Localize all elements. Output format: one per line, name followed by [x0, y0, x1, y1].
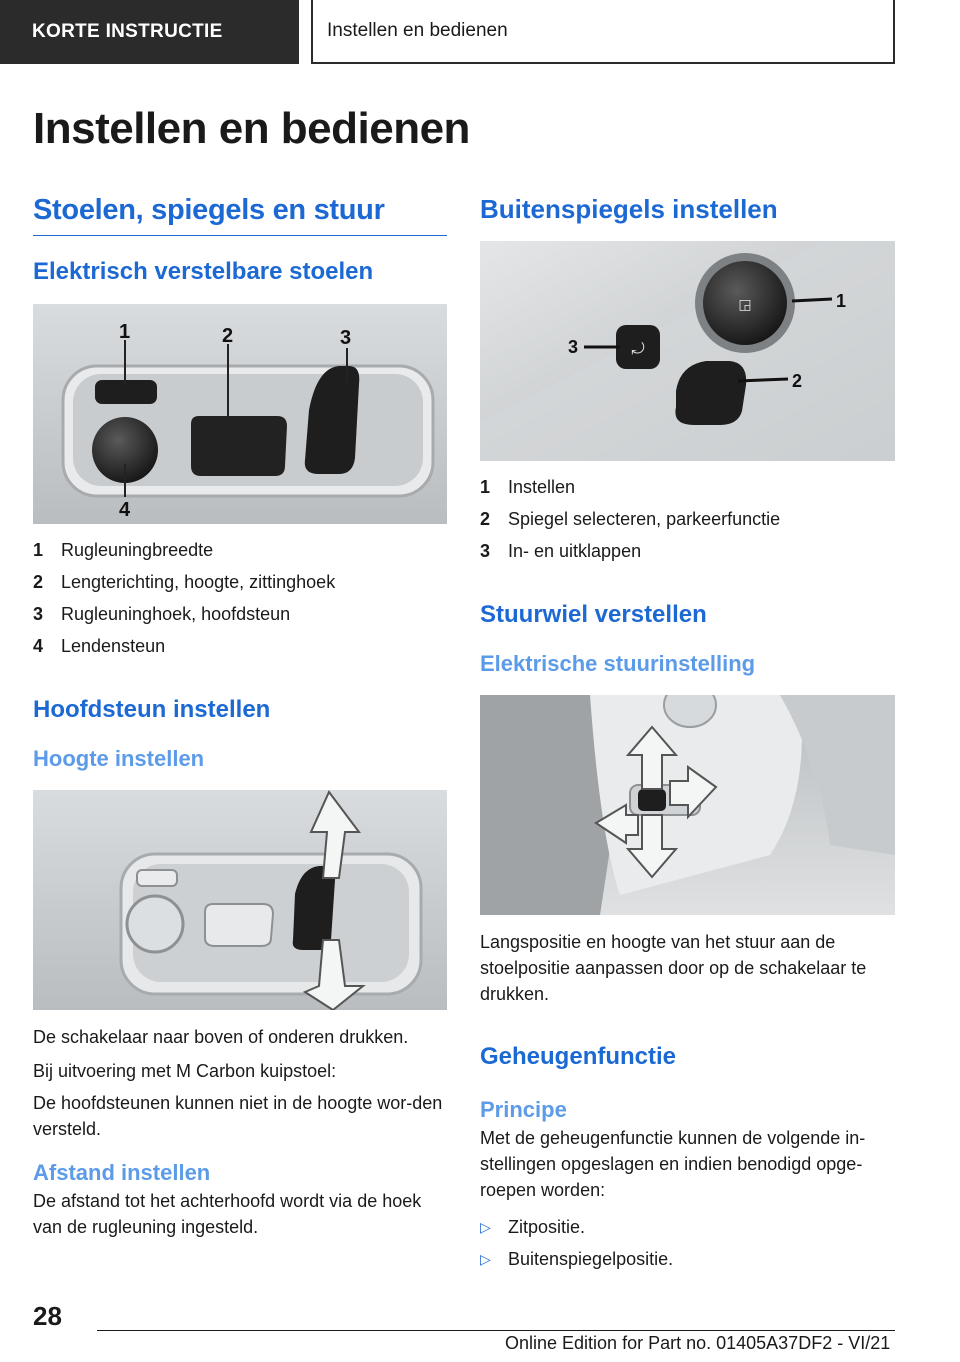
mirrors-heading: Buitenspiegels instellen [480, 194, 778, 224]
headrest-paragraph-1: De schakelaar naar boven of onderen drukken. [33, 1027, 409, 1047]
callout-4: 4 [119, 499, 131, 521]
list-item: 2 Spiegel selecteren, parkeerfunctie [480, 509, 781, 529]
steering-paragraph: Langspositie en hoogte van het stuur aan de stoelpositie aanpassen door op de schakelaar te drukken. [480, 932, 867, 1004]
callout-3: 3 [340, 327, 352, 349]
fold-icon: ⤾ [631, 339, 645, 358]
memory-heading: Geheugenfunctie [480, 1043, 677, 1070]
list-item: 1 Rugleuningbreedte [33, 540, 214, 560]
callout-3: 3 [568, 337, 579, 357]
memory-bullet-list [480, 1211, 895, 1275]
left-column [33, 194, 447, 1240]
distance-paragraph: De afstand tot het achterhoofd wordt via de hoek van de rugleuning ingesteld. [33, 1191, 422, 1237]
steering-adjust-illustration [480, 695, 895, 915]
seat-controls-figure [33, 304, 447, 524]
steering-heading: Stuurwiel verstellen [480, 601, 707, 628]
headrest-height-figure [33, 790, 447, 1010]
list-item: 3 In- en uitklappen [480, 541, 642, 561]
callout-2: 2 [222, 325, 234, 347]
callout-1: 1 [119, 321, 131, 343]
seat-legend-list [33, 534, 447, 662]
list-item: 2 Lengterichting, hoogte, zittinghoek [33, 572, 336, 592]
bullet-triangle-icon: ▷ [480, 1251, 491, 1267]
page-title: Instellen en bedienen [33, 104, 470, 153]
mirror-legend-list [480, 471, 895, 567]
callout-1: 1 [836, 291, 847, 311]
headrest-paragraph-2: Bij uitvoering met M Carbon kuipstoel: [33, 1061, 337, 1081]
chapter-tab[interactable]: KORTE INSTRUCTIE [0, 0, 299, 64]
seat-length-switch [191, 416, 287, 476]
page-number: 28 [33, 1301, 62, 1331]
mirror-controls-figure [480, 241, 895, 461]
steering-sub-heading: Elektrische stuurinstelling [480, 651, 756, 676]
footer-divider [97, 1330, 895, 1331]
memory-paragraph: Met de geheugenfunctie kunnen de volgende in-stellingen opgeslagen en indien benodigd opge-roepen worden: [480, 1128, 866, 1200]
bullet-triangle-icon: ▷ [480, 1219, 491, 1235]
callout-2: 2 [792, 371, 803, 391]
list-item: 4 Lendensteun [33, 636, 166, 656]
right-column [480, 194, 895, 1275]
seats-heading: Elektrisch verstelbare stoelen [33, 258, 374, 285]
seat-controls-illustration [33, 304, 447, 524]
list-item: ▷ Buitenspiegelpositie. [480, 1243, 895, 1275]
steering-switch [638, 789, 666, 811]
edition-footer: Online Edition for Part no. 01405A37DF2 - VI/21 [505, 1333, 891, 1353]
mirror-select-switch [675, 361, 746, 425]
headrest-paragraph-3: De hoofdsteunen kunnen niet in de hoogte wor-den versteld. [33, 1093, 443, 1139]
section-title-bar: Instellen en bedienen [311, 0, 895, 64]
height-heading: Hoogte instellen [33, 746, 205, 771]
mirror-controls-illustration [480, 241, 895, 461]
list-item: ▷ Zitpositie. [480, 1211, 895, 1243]
principle-heading: Principe [480, 1097, 567, 1122]
headrest-heading: Hoofdsteun instellen [33, 696, 271, 723]
distance-heading: Afstand instellen [33, 1160, 211, 1185]
mirror-icon: ◲ [738, 297, 752, 313]
steering-adjust-figure [480, 695, 895, 915]
section-heading-seats-mirrors-wheel: Stoelen, spiegels en stuur [33, 194, 447, 236]
list-item: 1 Instellen [480, 477, 576, 497]
headrest-height-illustration [33, 790, 447, 1010]
list-item: 3 Rugleuninghoek, hoofdsteun [33, 604, 291, 624]
